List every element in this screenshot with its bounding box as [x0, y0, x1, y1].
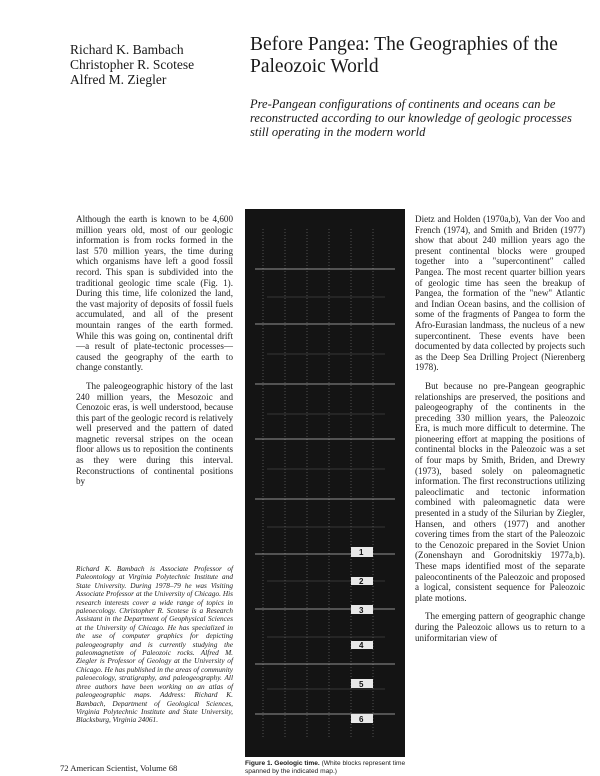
author-list: [70, 42, 194, 87]
map-label: 5: [359, 680, 364, 689]
map-label: 6: [359, 715, 364, 724]
paragraph: The paleogeographic history of the last 240 million years, the Mesozoic and Cenozoic eras, is well understood, because this part of the geologic record is relatively well preserved and the pattern of dated magnetic reversal stripes on the ocean floor allows us to reposition the continents as they were during this interval. Reconstructions of continental positions by: [76, 380, 233, 487]
page-footer: 72 American Scientist, Volume 68: [60, 763, 178, 773]
paragraph: But because no pre-Pangean geographic relationships are preserved, the positions and paleogeography of the continents in the preceding 330 million years, the Paleozoic Era, is much more difficult to determine. The pioneering effort at mapping the positions of continental blocks in the Paleozoic was a set of four maps by Smith, Briden, and Drewry (1973), based solely on paleomagnetic information. The first reconstructions utilizing paleoclimatic and tectonic information combined with paleomagnetic data were presented in a study of the Silurian by Ziegler, Hansen, and others (1977) and another covering times from the start of the Paleozoic to the Cenozoic prepared in the Soviet Union (Zonenshayn and Gorodnitskiy 1977a,b). These maps identified most of the separate paleocontinents of the Paleozoic and proposed a logical, consistent sequence for Paleozoic plate motions.: [415, 380, 585, 603]
article-subtitle: Pre-Pangean configurations of continents and oceans can be reconstructed according to our knowledge of geologic processes still operating in the modern world: [250, 97, 572, 139]
author-bio: Richard K. Bambach is Associate Professor of Paleontology at Virginia Polytechnic Institute and State University. During 1978–79 he was Visiting Associate Professor at the University of Chicago. His research interests cover a wide range of topics in paleoecology. Christopher R. Scotese is a Research Assistant in the Department of Geophysical Sciences at the University of Chicago. He has specialized in the use of computer graphics for depicting paleogeography and is currently studying the paleomagnetism of Paleozoic rocks. Alfred M. Ziegler is Professor of Geology at the University of Chicago. He has published in the areas of community paleoecology, stratigraphy, and paleogeography. All three authors have been working on an atlas of paleogeographic maps. Address: Richard K. Bambach, Department of Geological Sciences, Virginia Polytechnic Institute and State University, Blacksburg, Virginia 24061.: [76, 564, 233, 725]
author-name: Christopher R. Scotese: [70, 57, 195, 72]
map-label: 3: [359, 606, 364, 615]
caption-text: (White blocks represent time spanned by the indicated map.): [245, 760, 406, 775]
left-column: [76, 214, 233, 495]
map-label: 4: [359, 641, 364, 650]
geologic-time-figure: [245, 209, 405, 757]
paragraph: Although the earth is known to be 4,600 million years old, most of our geologic information is from rocks formed in the last 570 million years, the time during which organisms have left a good fossil record. This span is subdivided into the traditional geologic time scale (Fig. 1). During this time, life colonized the land, the vast majority of deposits of fossil fuels accumulated, and all of the present mountain ranges of the earth formed. While this was going on, continental drift—a result of plate-tectonic processes—caused the geography of the earth to change constantly.: [76, 214, 233, 373]
map-label: 1: [359, 548, 364, 557]
paragraph: The emerging pattern of geographic change during the Paleozoic allows us to return to a uniformitarian view of: [415, 611, 585, 643]
map-label: 2: [359, 577, 364, 586]
right-column: [415, 214, 585, 651]
author-name: Richard K. Bambach: [70, 42, 184, 57]
caption-label: Figure 1. Geologic time.: [245, 760, 320, 767]
author-name: Alfred M. Ziegler: [70, 72, 167, 87]
paragraph: Dietz and Holden (1970a,b), Van der Voo and French (1974), and Smith and Briden (1977) show that about 240 million years ago the present continental blocks were grouped together into a "supercontinent" called Pangea. The most recent quarter billion years of geologic time has seen the breakup of Pangea, the formation of the "new" Atlantic and Indian Ocean basins, and the collision of some of the fragments of Pangea to form the Afro-Eurasian landmass, the nucleus of a new supercontinent. These events have been documented by data collected by projects such as the Deep Sea Drilling Project (Nierenberg 1978).: [415, 214, 585, 373]
geologic-time-chart: [245, 209, 405, 757]
figure-caption: [245, 760, 410, 775]
article-title: Before Pangea: The Geographies of the Paleozoic World: [250, 34, 558, 77]
